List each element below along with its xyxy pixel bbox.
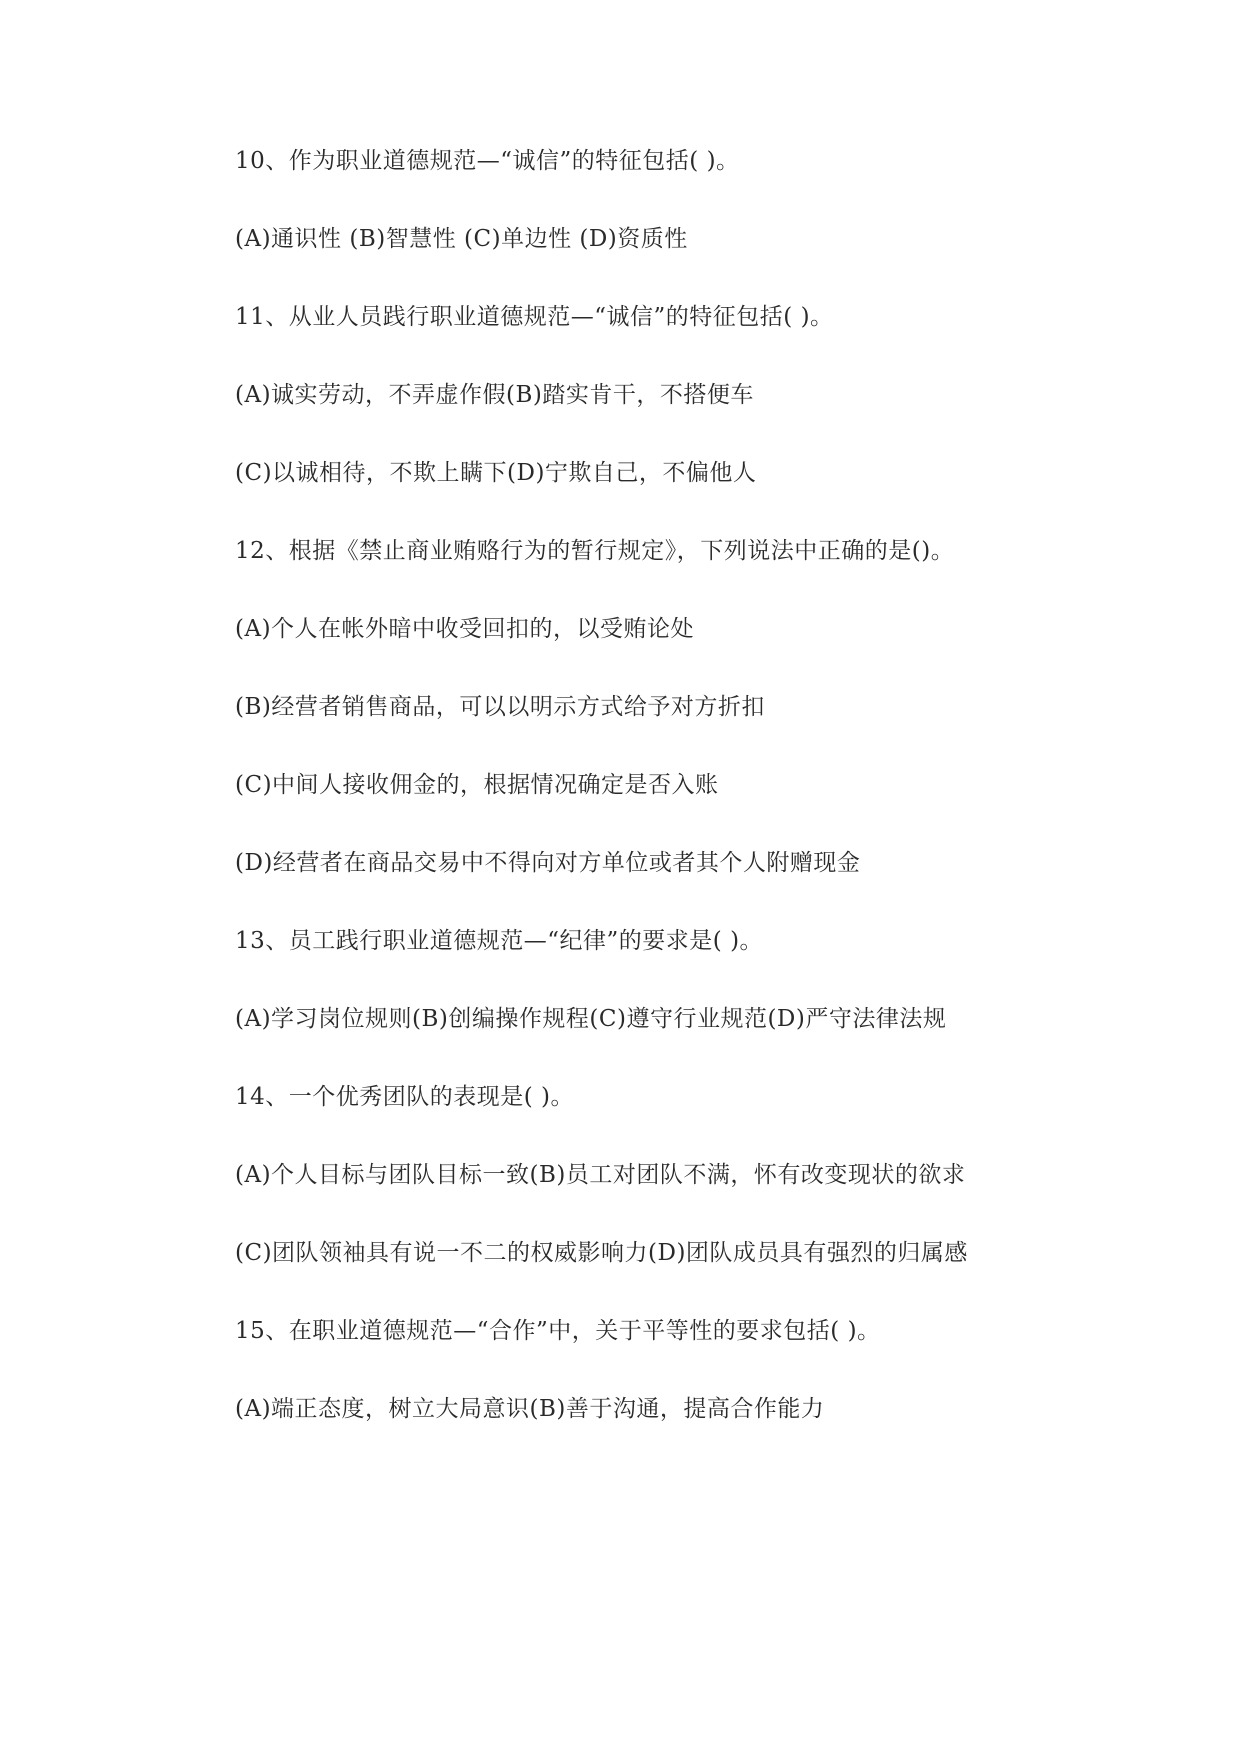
question-14-options-cd: (C)团队领袖具有说一不二的权威影响力(D)团队成员具有强烈的归属感 [235, 1240, 968, 1266]
question-13: 13、员工践行职业道德规范—“纪律”的要求是( )。 [235, 928, 764, 954]
question-12-option-c: (C)中间人接收佣金的，根据情况确定是否入账 [235, 772, 719, 798]
question-14-options-ab: (A)个人目标与团队目标一致(B)员工对团队不满，怀有改变现状的欲求 [235, 1162, 966, 1188]
question-13-options: (A)学习岗位规则(B)创编操作规程(C)遵守行业规范(D)严守法律法规 [235, 1006, 947, 1032]
question-10-options: (A)通识性 (B)智慧性 (C)单边性 (D)资质性 [235, 226, 688, 252]
question-12: 12、根据《禁止商业贿赂行为的暂行规定》，下列说法中正确的是()。 [235, 538, 955, 564]
question-12-option-a: (A)个人在帐外暗中收受回扣的，以受贿论处 [235, 616, 695, 642]
question-12-option-b: (B)经营者销售商品，可以以明示方式给予对方折扣 [235, 694, 765, 720]
question-14: 14、一个优秀团队的表现是( )。 [235, 1084, 575, 1110]
question-11-options-cd: (C)以诚相待，不欺上瞒下(D)宁欺自己，不偏他人 [235, 460, 757, 486]
question-11: 11、从业人员践行职业道德规范—“诚信”的特征包括( )。 [235, 304, 834, 330]
question-12-option-d: (D)经营者在商品交易中不得向对方单位或者其个人附赠现金 [235, 850, 861, 876]
question-11-options-ab: (A)诚实劳动，不弄虚作假(B)踏实肯干，不搭便车 [235, 382, 754, 408]
question-10: 10、作为职业道德规范—“诚信”的特征包括( )。 [235, 148, 740, 174]
question-15-options-ab: (A)端正态度，树立大局意识(B)善于沟通，提高合作能力 [235, 1396, 825, 1422]
question-15: 15、在职业道德规范—“合作”中，关于平等性的要求包括( )。 [235, 1318, 881, 1344]
